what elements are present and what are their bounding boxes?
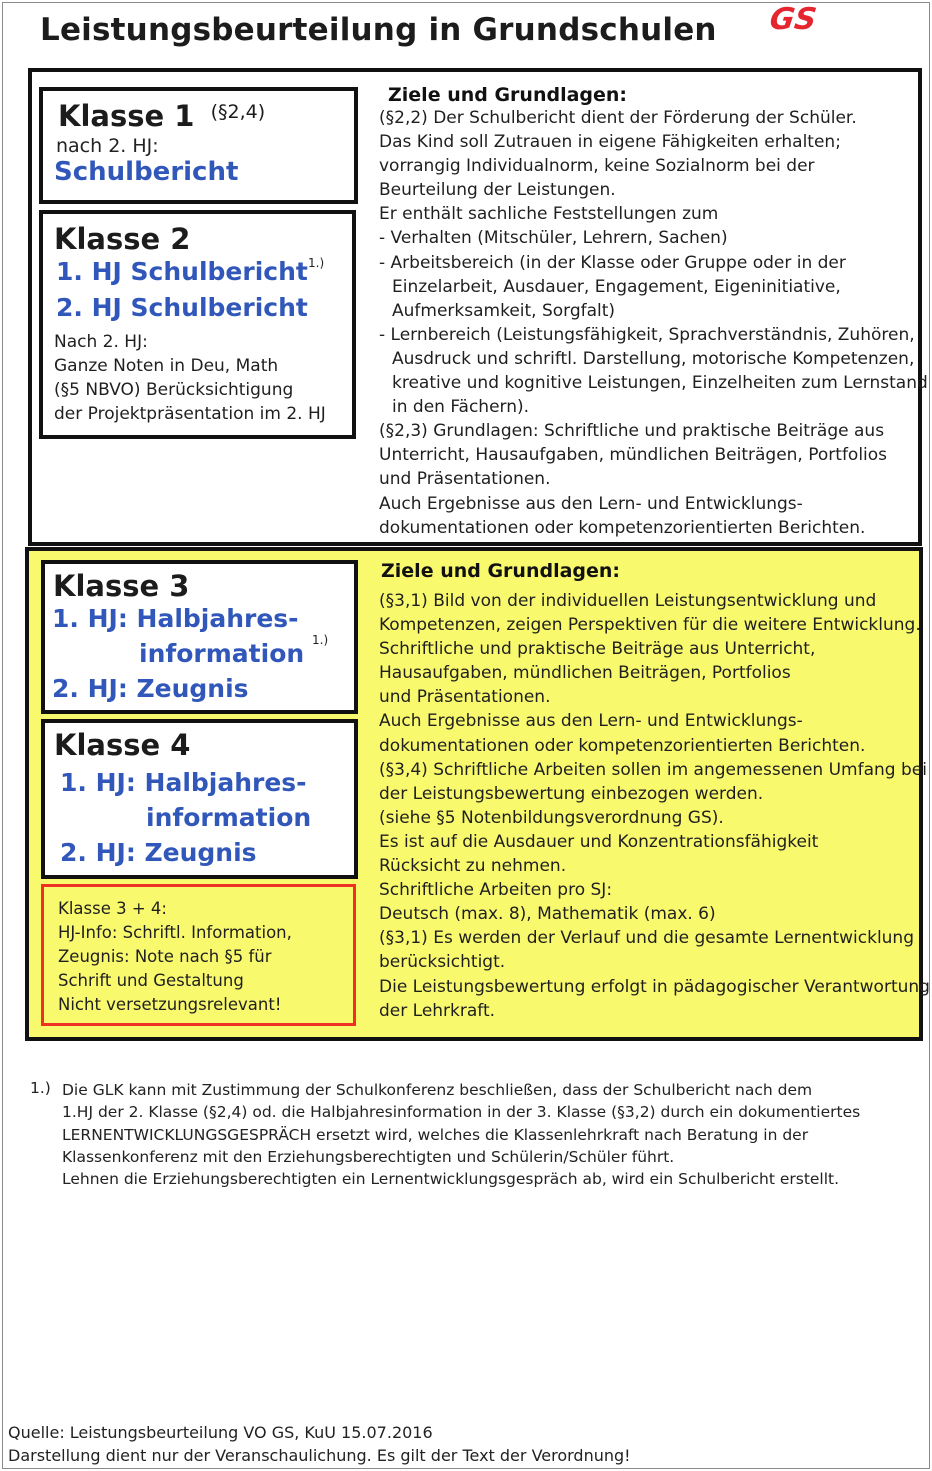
- klasse-2-note-line: Ganze Noten in Deu, Math: [54, 356, 279, 377]
- klasse-2-notes: [54, 330, 326, 426]
- ziele-2-line: dokumentationen oder kompetenzorientierten Berichten.: [379, 735, 866, 756]
- note-line: HJ-Info: Schriftl. Information,: [58, 923, 292, 943]
- footnote-line: Die GLK kann mit Zustimmung der Schulkonferenz beschließen, dass der Schulbericht nach dem: [62, 1081, 813, 1099]
- klasse-3-box: [41, 560, 358, 714]
- ziele-2-line: (§3,1) Es werden der Verlauf und die gesamte Lernentwicklung: [379, 928, 915, 949]
- ziele-2-line: der Lehrkraft.: [379, 1000, 496, 1021]
- page-title: Leistungsbeurteilung in Grundschulen: [40, 12, 717, 48]
- klasse-2-note-line: der Projektpräsentation im 2. HJ: [54, 404, 326, 425]
- ziele-1-line: Einzelarbeit, Ausdauer, Engagement, Eigeninitiative,: [392, 276, 841, 297]
- ziele-2-line: (siehe §5 Notenbildungsverordnung GS).: [379, 807, 724, 828]
- ziele-2-line: Auch Ergebnisse aus den Lern- und Entwicklungs-: [379, 711, 803, 732]
- klasse-2-footnote-ref: 1.): [308, 256, 325, 270]
- ziele-1-line: kreative und kognitive Leistungen, Einzelheiten zum Lernstand: [392, 373, 928, 394]
- ziele-2-line: und Präsentationen.: [379, 687, 551, 708]
- klasse-2-note-line: (§5 NBVO) Berücksichtigung: [54, 380, 294, 401]
- ziele-1-line: Er enthält sachliche Feststellungen zum: [379, 204, 719, 225]
- ziele-1-line: in den Fächern).: [392, 397, 530, 418]
- ziele-2-line: Rücksicht zu nehmen.: [379, 856, 567, 877]
- ziele-1-line: Beurteilung der Leistungen.: [379, 180, 616, 201]
- ziele-2-line: Es ist auf die Ausdauer und Konzentrationsfähigkeit: [379, 831, 819, 852]
- klasse-1-heading: [58, 99, 265, 133]
- klasse-4-box: [41, 719, 358, 879]
- footnote-line: Lehnen die Erziehungsberechtigten ein Lernentwicklungsgespräch ab, wird ein Schulbericht erstellt.: [62, 1170, 840, 1189]
- note-line: Zeugnis: Note nach §5 für: [58, 947, 272, 967]
- klasse-3-4-note-box: [41, 884, 356, 1026]
- klasse-4-heading: Klasse 4: [54, 728, 191, 762]
- footnote-number: 1.): [30, 1079, 51, 1097]
- ziele-2-line: Deutsch (max. 8), Mathematik (max. 6): [379, 904, 716, 925]
- ziele-2-line: Kompetenzen, zeigen Perspektiven für die weitere Entwicklung.: [379, 615, 921, 636]
- source-line: Quelle: Leistungsbeurteilung VO GS, KuU 15.07.2016: [8, 1423, 433, 1442]
- footnote-line: Klassenkonferenz mit den Erziehungsberechtigten und Schülerin/Schüler führt.: [62, 1147, 675, 1166]
- ziele-2-line: Die Leistungsbewertung erfolgt in pädagogischer Verantwortung: [379, 976, 930, 997]
- ziele-1-line: (§2,3) Grundlagen: Schriftliche und praktische Beiträge aus: [379, 421, 885, 442]
- ziele-1-line: Das Kind soll Zutrauen in eigene Fähigkeiten erhalten;: [379, 132, 841, 153]
- ziele-1-line: (§2,2) Der Schulbericht dient der Förderung der Schüler.: [379, 108, 857, 128]
- ziele-1-line: vorrangig Individualnorm, keine Sozialnorm bei der: [379, 156, 815, 177]
- footnote-line: LERNENTWICKLUNGSGESPRÄCH ersetzt wird, welches die Klassenlehrkraft nach Beratung in der: [62, 1125, 809, 1144]
- klasse-3-hj1: 1. HJ: Halbjahres-: [52, 604, 299, 633]
- klasse-4-hj1: 1. HJ: Halbjahres-: [60, 768, 307, 797]
- ziele-2-line: (§3,1) Bild von der individuellen Leistungsentwicklung und: [379, 591, 877, 611]
- ziele-1-line: Auch Ergebnisse aus den Lern- und Entwicklungs-: [379, 493, 803, 514]
- klasse-4-hj2: 2. HJ: Zeugnis: [60, 838, 257, 867]
- klasse-1-report: Schulbericht: [54, 157, 239, 187]
- note-line: Klasse 3 + 4:: [58, 899, 167, 918]
- ziele-1-text: [379, 106, 928, 540]
- ziele-2-line: der Leistungsbewertung einbezogen werden.: [379, 783, 764, 804]
- klasse-1-ref: (§2,4): [210, 101, 266, 123]
- klasse-2-note-line: Nach 2. HJ:: [54, 332, 148, 352]
- ziele-1-line: und Präsentationen.: [379, 469, 551, 490]
- note-line: Schrift und Gestaltung: [58, 971, 244, 991]
- klasse-2-hj1: 1. HJ Schulbericht: [56, 257, 308, 286]
- note-line: Nicht versetzungsrelevant!: [58, 995, 282, 1015]
- footnote-line: 1.HJ der 2. Klasse (§2,4) od. die Halbjahresinformation in der 3. Klasse (§3,2) durch ein dokumentiertes: [62, 1103, 861, 1122]
- disclaimer-line: Darstellung dient nur der Veranschaulichung. Es gilt der Text der Verordnung!: [8, 1446, 631, 1465]
- ziele-2-line: Schriftliche und praktische Beiträge aus Unterricht,: [379, 639, 816, 660]
- klasse-2-heading: Klasse 2: [54, 222, 191, 256]
- ziele-1-line: - Lernbereich (Leistungsfähigkeit, Sprachverständnis, Zuhören,: [379, 324, 915, 345]
- ziele-1-line: Unterricht, Hausaufgaben, mündlichen Beiträgen, Portfolios: [379, 445, 888, 466]
- klasse-1-sub: nach 2. HJ:: [56, 135, 159, 157]
- ziele-2-title: Ziele und Grundlagen:: [381, 560, 621, 582]
- ziele-2-line: Hausaufgaben, mündlichen Beiträgen, Portfolios: [379, 663, 791, 684]
- klasse-1-box: [39, 87, 358, 204]
- footnote-text: [62, 1079, 860, 1190]
- ziele-2-line: berücksichtigt.: [379, 952, 506, 973]
- ziele-2-line: (§3,4) Schriftliche Arbeiten sollen im angemessenen Umfang bei: [379, 759, 927, 780]
- ziele-2-line: Schriftliche Arbeiten pro SJ:: [379, 880, 613, 901]
- klasse-2-hj2: 2. HJ Schulbericht: [56, 293, 308, 322]
- klasse-2-box: [39, 210, 356, 439]
- ziele-1-line: Aufmerksamkeit, Sorgfalt): [392, 300, 616, 321]
- ziele-2-text: [379, 589, 930, 1023]
- klasse-3-hj1-cont: information: [139, 639, 305, 668]
- ziele-1-title: Ziele und Grundlagen:: [388, 84, 628, 106]
- ziele-1-line: dokumentationen oder kompetenzorientierten Berichten.: [379, 517, 866, 538]
- gs-logo: GS: [767, 2, 819, 37]
- klasse-3-footnote-ref: 1.): [312, 633, 329, 647]
- klasse-3-heading: Klasse 3: [53, 569, 190, 603]
- klasse-4-hj1-cont: information: [146, 803, 312, 832]
- ziele-1-line: - Verhalten (Mitschüler, Lehrern, Sachen): [379, 228, 728, 249]
- ziele-1-line: Ausdruck und schriftl. Darstellung, motorische Kompetenzen,: [392, 348, 915, 369]
- ziele-1-line: - Arbeitsbereich (in der Klasse oder Gruppe oder in der: [379, 252, 846, 273]
- klasse-3-hj2: 2. HJ: Zeugnis: [52, 674, 249, 703]
- klasse-3-4-note-text: [58, 897, 292, 1017]
- klasse-1-label: Klasse 1: [58, 99, 195, 133]
